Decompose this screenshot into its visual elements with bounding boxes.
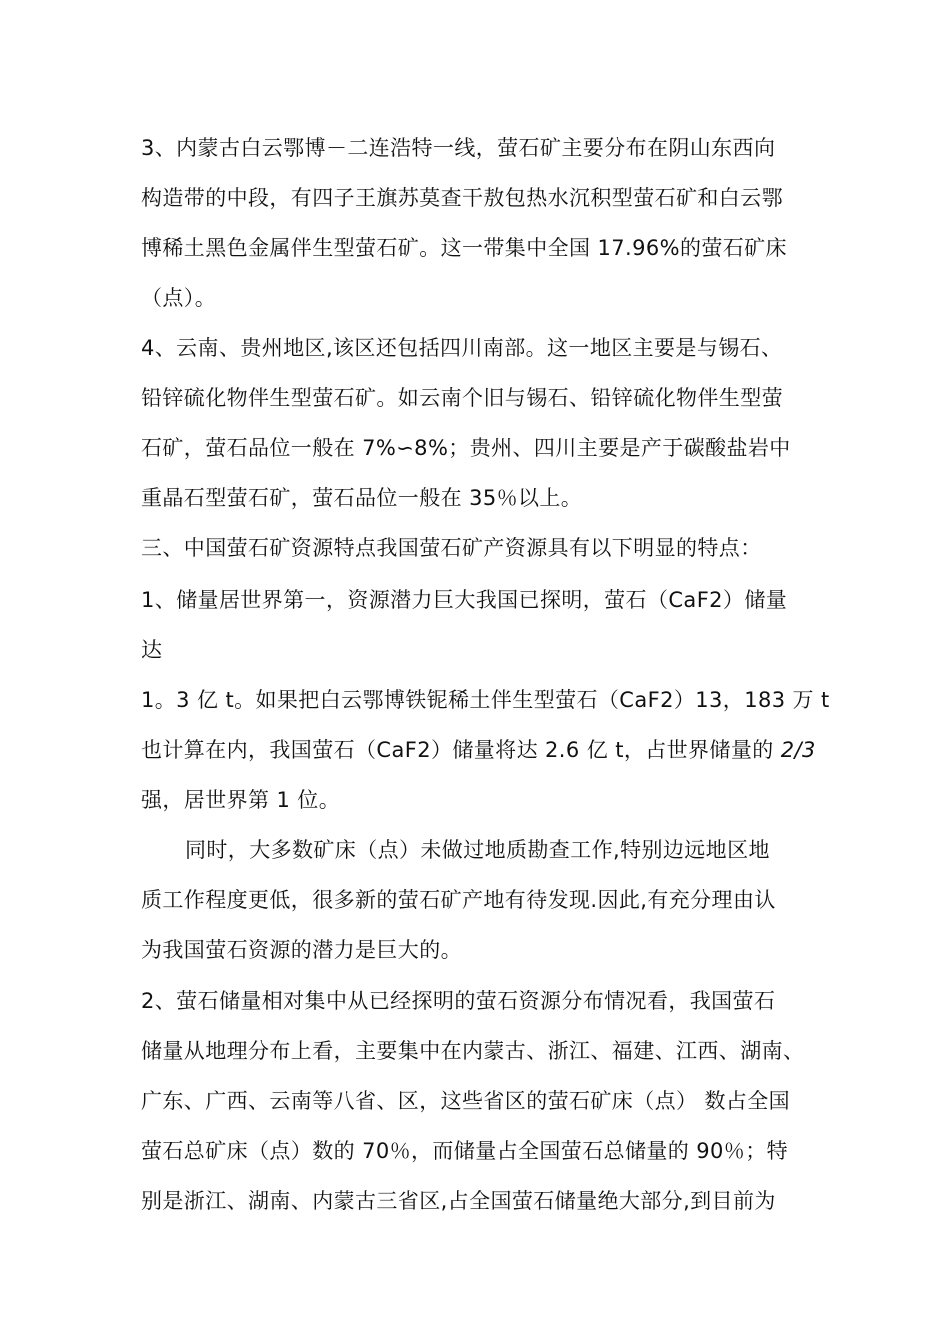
paragraph-line: 同时，大多数矿床（点）未做过地质勘查工作,特别边远地区地 bbox=[185, 838, 770, 862]
paragraph-line: 2、萤石储量相对集中从已经探明的萤石资源分布情况看，我国萤石 bbox=[141, 989, 776, 1013]
paragraph-line: 为我国萤石资源的潜力是巨大的。 bbox=[141, 938, 462, 962]
paragraph-line: 广东、广西、云南等八省、区，这些省区的萤石矿床（点） 数占全国 bbox=[141, 1089, 791, 1113]
paragraph-line: 1、储量居世界第一，资源潜力巨大我国已探明，萤石（CaF2）储量 bbox=[141, 588, 788, 612]
paragraph-line: 强，居世界第 1 位。 bbox=[141, 788, 341, 812]
paragraph-line: （点）。 bbox=[141, 286, 217, 310]
paragraph-line: 别是浙江、湖南、内蒙古三省区,占全国萤石储量绝大部分,到目前为 bbox=[141, 1189, 776, 1213]
paragraph-line: 1。3 亿 t。如果把白云鄂博铁铌稀土伴生型萤石（CaF2）13，183 万 t bbox=[141, 688, 830, 712]
paragraph-line: 4、云南、贵州地区,该区还包括四川南部。这一地区主要是与锡石、 bbox=[141, 336, 783, 360]
paragraph-line: 重晶石型萤石矿，萤石品位一般在 35％以上。 bbox=[141, 486, 583, 510]
paragraph-line: 质工作程度更低，很多新的萤石矿产地有待发现.因此,有充分理由认 bbox=[141, 888, 776, 912]
fraction-text: 2/3 bbox=[780, 738, 816, 762]
paragraph-line-text: 也计算在内，我国萤石（CaF2）储量将达 2.6 亿 t，占世界储量的 bbox=[141, 738, 781, 762]
paragraph-line: 储量从地理分布上看，主要集中在内蒙古、浙江、福建、江西、湖南、 bbox=[141, 1039, 805, 1063]
section-heading: 三、中国萤石矿资源特点我国萤石矿产资源具有以下明显的特点： bbox=[141, 536, 762, 560]
paragraph-line: 石矿，萤石品位一般在 7%∽8%；贵州、四川主要是产于碳酸盐岩中 bbox=[141, 436, 791, 460]
paragraph-line: 3、内蒙古白云鄂博－二连浩特一线，萤石矿主要分布在阴山东西向 bbox=[141, 136, 776, 160]
paragraph-line: 萤石总矿床（点）数的 70％，而储量占全国萤石总储量的 90％；特 bbox=[141, 1139, 788, 1163]
paragraph-line: 达 bbox=[141, 638, 163, 662]
paragraph-line bbox=[141, 737, 816, 763]
paragraph-line: 铅锌硫化物伴生型萤石矿。如云南个旧与锡石、铅锌硫化物伴生型萤 bbox=[141, 386, 783, 410]
paragraph-line: 构造带的中段，有四子王旗苏莫查干敖包热水沉积型萤石矿和白云鄂 bbox=[141, 186, 783, 210]
paragraph-line: 博稀土黑色金属伴生型萤石矿。这一带集中全国 17.96%的萤石矿床 bbox=[141, 236, 787, 260]
